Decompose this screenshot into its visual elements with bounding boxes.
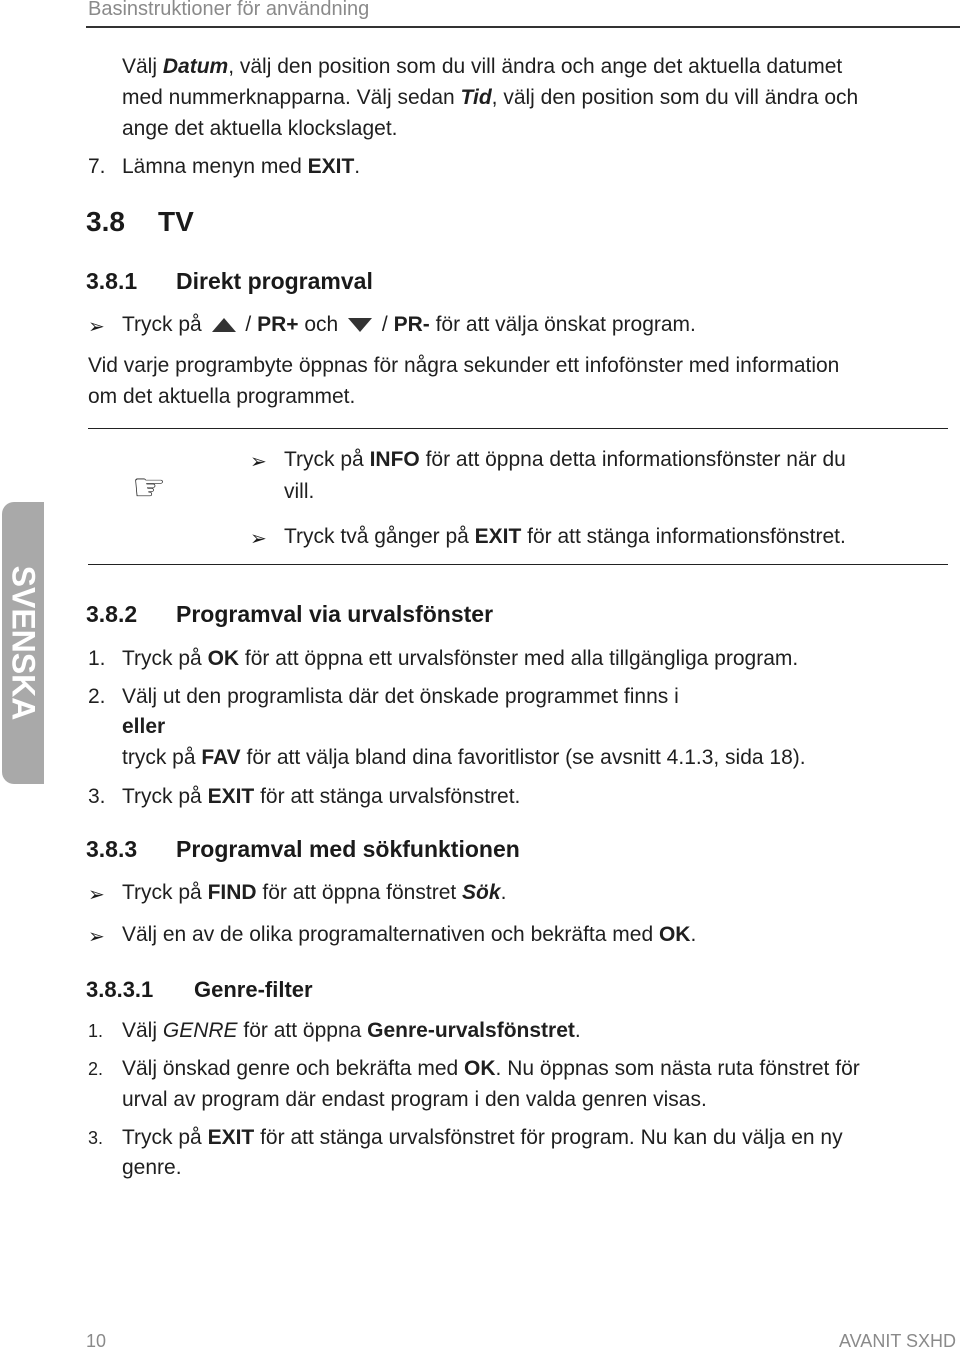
text: Välj <box>122 55 163 78</box>
step-3-text-cont: genre. <box>122 1156 182 1179</box>
step-2-text: Välj ut den programlista där det önskade programmet finns i <box>122 685 679 708</box>
text: för att stänga urvalsfönstret. <box>254 785 521 808</box>
text: för att öppna <box>237 1019 368 1042</box>
text: Tryck på <box>122 1126 208 1149</box>
step-2-eller: eller <box>122 715 166 738</box>
step-number: 1. <box>88 647 106 670</box>
step-number: 3. <box>88 1128 104 1148</box>
subsection-title: Programval via urvalsfönster <box>176 601 494 627</box>
subsection-title: Direkt programval <box>176 268 373 294</box>
text: för att öppna detta informationsfönster när du <box>419 448 846 471</box>
text: , välj den position som du vill ändra och ange det aktuella datumet <box>228 55 843 78</box>
language-side-tab <box>2 502 44 784</box>
text: för att välja önskat program. <box>429 313 696 336</box>
text: . <box>354 155 361 178</box>
step-1-text <box>122 644 798 674</box>
text-exit: EXIT <box>207 1126 255 1149</box>
note-top-rule <box>88 428 948 429</box>
note-line-2: vill. <box>284 480 315 503</box>
side-tab-label: SVENSKA <box>5 565 42 721</box>
subsection-number: 3.8.2 <box>86 601 138 627</box>
pointing-hand-icon: ☞ <box>132 467 167 509</box>
bullet-find <box>122 878 506 908</box>
page-number: 10 <box>86 1331 107 1351</box>
text: tryck på <box>122 746 202 769</box>
text: / <box>239 313 258 336</box>
text: . Nu öppnas som nästa ruta fönstret för <box>495 1057 860 1080</box>
step-3-text <box>122 1123 843 1153</box>
note-line-1 <box>284 445 846 475</box>
text: Tryck på <box>122 647 208 670</box>
text: Lämna menyn med <box>122 155 308 178</box>
step-number: 1. <box>88 1021 104 1041</box>
step-3-text <box>122 782 520 812</box>
step-number: 2. <box>88 685 106 708</box>
text: för att välja bland dina favoritlistor (se avsnitt 4.1.3, sida 18). <box>240 746 806 769</box>
text-pr-plus: PR+ <box>257 313 299 336</box>
text: / <box>376 313 394 336</box>
bullet-arrow-icon: ➢ <box>88 926 105 948</box>
text: Välj önskad genre och bekräfta med <box>122 1057 465 1080</box>
header-divider <box>86 26 960 28</box>
step-number: 2. <box>88 1059 104 1079</box>
text: Välj en av de olika programalternativen och bekräfta med <box>122 923 659 946</box>
text-ok: OK <box>658 923 691 946</box>
text: för att öppna fönstret <box>256 881 463 904</box>
text: , välj den position som du vill ändra och <box>491 86 859 109</box>
step-2-text-cont: urval av program där endast program i den valda genren visas. <box>122 1088 707 1111</box>
text: Tryck på <box>284 448 370 471</box>
paragraph-line-2: om det aktuella programmet. <box>88 385 356 408</box>
paragraph-line-1: Vid varje programbyte öppnas för några sekunder ett infofönster med information <box>88 354 840 377</box>
step-2-text <box>122 1054 860 1084</box>
text: Tryck på <box>122 881 208 904</box>
text-tid: Tid <box>460 86 492 109</box>
section-number: 3.8 <box>86 206 125 237</box>
text: och <box>298 313 345 336</box>
subsubsection-number: 3.8.3.1 <box>86 977 154 1002</box>
text-exit: EXIT <box>474 525 522 548</box>
text: . <box>690 923 697 946</box>
text-pr-minus: PR- <box>393 313 430 336</box>
step-1-text <box>122 1016 581 1046</box>
intro-line-2 <box>122 83 858 113</box>
bullet-ok <box>122 920 696 950</box>
intro-line-3: ange det aktuella klockslaget. <box>122 117 398 140</box>
text-ok: OK <box>207 647 240 670</box>
text-find: FIND <box>207 881 257 904</box>
arrow-down-icon <box>348 318 372 332</box>
text: för att stänga informationsfönstret. <box>521 525 846 548</box>
step-7-text <box>122 152 360 182</box>
text: för att öppna ett urvalsfönster med alla tillgängliga program. <box>239 647 799 670</box>
subsection-number: 3.8.1 <box>86 268 138 294</box>
text: . <box>574 1019 581 1042</box>
header-title: Basinstruktioner för användning <box>88 0 370 20</box>
text: Välj <box>122 1019 163 1042</box>
subsubsection-title: Genre-filter <box>194 977 313 1002</box>
text: Tryck på <box>122 785 208 808</box>
arrow-up-icon <box>212 318 236 332</box>
text: för att stänga urvalsfönstret för program. Nu kan du välja en ny <box>254 1126 843 1149</box>
product-name: AVANIT SXHD <box>838 1331 956 1351</box>
note-bottom-rule <box>88 564 948 565</box>
text: Tryck på <box>122 313 208 336</box>
note-line-3 <box>284 522 846 552</box>
text-exit: EXIT <box>307 155 355 178</box>
text-exit: EXIT <box>207 785 255 808</box>
text-genre-window: Genre-urvalsfönstret <box>367 1019 575 1042</box>
text-info: INFO <box>369 448 420 471</box>
subsection-number: 3.8.3 <box>86 836 138 862</box>
bullet-arrow-icon: ➢ <box>88 316 105 338</box>
text-ok: OK <box>464 1057 496 1080</box>
step-2-fav-text <box>122 743 806 773</box>
bullet-arrow-icon: ➢ <box>88 884 105 906</box>
section-title: TV <box>158 206 194 237</box>
step-number: 3. <box>88 785 106 808</box>
text-genre: GENRE <box>162 1019 238 1042</box>
text-sok: Sök <box>462 881 501 904</box>
bullet-arrow-icon: ➢ <box>250 528 267 550</box>
subsection-title: Programval med sökfunktionen <box>176 836 520 862</box>
bullet-pr-keys <box>122 310 696 340</box>
text: med nummerknapparna. Välj sedan <box>122 86 461 109</box>
text: . <box>500 881 507 904</box>
text-fav: FAV <box>201 746 241 769</box>
text-datum: Datum <box>162 55 229 78</box>
text: Tryck två gånger på <box>284 525 475 548</box>
step-number: 7. <box>88 155 106 178</box>
bullet-arrow-icon: ➢ <box>250 451 267 473</box>
intro-line-1 <box>122 52 842 82</box>
